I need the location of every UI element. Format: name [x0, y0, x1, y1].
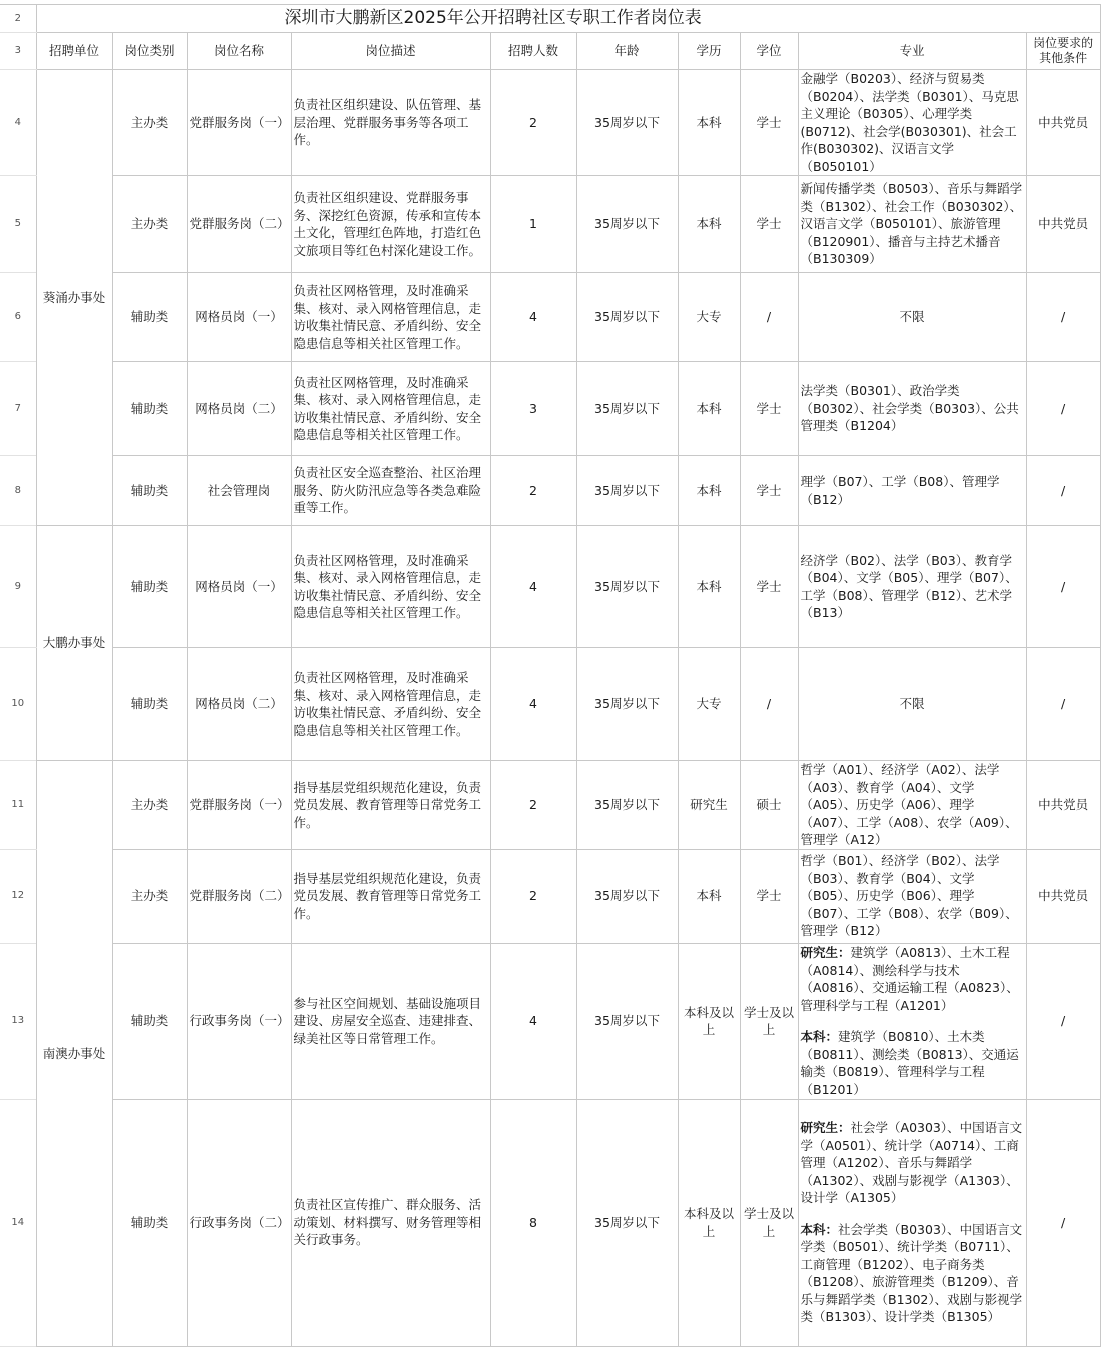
education-cell: 本科	[678, 849, 740, 943]
table-row	[0, 456, 1100, 526]
degree-cell: 学士	[740, 526, 798, 648]
title-row	[0, 5, 1100, 33]
degree-cell: 学士及以上	[740, 943, 798, 1099]
category-cell: 主办类	[112, 176, 187, 273]
count-cell: 4	[490, 648, 576, 761]
description-cell: 指导基层党组织规范化建设，负责党员发展、教育管理等日常党务工作。	[291, 761, 490, 850]
description-cell: 负责社区网格管理，及时准确采集、核对、录入网格管理信息，走访收集社情民意、矛盾纠纷、安全隐患信息等相关社区管理工作。	[291, 648, 490, 761]
table-row	[0, 362, 1100, 456]
row-number: 8	[0, 456, 36, 526]
age-cell: 35周岁以下	[576, 176, 678, 273]
degree-cell: 学士及以上	[740, 1099, 798, 1346]
row-number: 9	[0, 526, 36, 648]
major-cell	[798, 1099, 1026, 1346]
age-cell: 35周岁以下	[576, 761, 678, 850]
other-cell: 中共党员	[1026, 849, 1100, 943]
major-cell: 新闻传播学类（B0503）、音乐与舞蹈学类（B1302）、社会工作（B030302）、汉语言文学（B050101）、旅游管理（B120901）、播音与主持艺术播音（B130309）	[798, 176, 1026, 273]
table-row	[0, 176, 1100, 273]
count-cell: 2	[490, 761, 576, 850]
category-cell: 辅助类	[112, 273, 187, 362]
header-education: 学历	[678, 33, 740, 70]
header-age: 年龄	[576, 33, 678, 70]
count-cell: 4	[490, 273, 576, 362]
education-cell: 本科	[678, 526, 740, 648]
education-cell: 本科	[678, 70, 740, 176]
row-number: 10	[0, 648, 36, 761]
degree-cell: /	[740, 273, 798, 362]
category-cell: 辅助类	[112, 362, 187, 456]
table-row	[0, 943, 1100, 1099]
position-cell: 社会管理岗	[187, 456, 291, 526]
age-cell: 35周岁以下	[576, 526, 678, 648]
page-title: 深圳市大鹏新区2025年公开招聘社区专职工作者岗位表	[36, 5, 1100, 33]
education-cell: 本科	[678, 362, 740, 456]
description-cell: 参与社区空间规划、基础设施项目建设、房屋安全巡查、违建排查、绿美社区等日常管理工作。	[291, 943, 490, 1099]
description-cell: 指导基层党组织规范化建设，负责党员发展、教育管理等日常党务工作。	[291, 849, 490, 943]
description-cell: 负责社区宣传推广、群众服务、活动策划、材料撰写、财务管理等相关行政事务。	[291, 1099, 490, 1346]
unit-cell: 大鹏办事处	[36, 526, 112, 761]
header-other: 岗位要求的其他条件	[1026, 33, 1100, 70]
major-grad-label: 研究生：	[800, 1120, 851, 1136]
description-cell: 负责社区网格管理，及时准确采集、核对、录入网格管理信息，走访收集社情民意、矛盾纠纷、安全隐患信息等相关社区管理工作。	[291, 526, 490, 648]
header-count: 招聘人数	[490, 33, 576, 70]
table-row	[0, 273, 1100, 362]
position-cell: 网格员岗（一）	[187, 273, 291, 362]
major-cell: 法学类（B0301）、政治学类（B0302）、社会学类（B0303）、公共管理类（B1204）	[798, 362, 1026, 456]
other-cell: /	[1026, 648, 1100, 761]
count-cell: 2	[490, 70, 576, 176]
other-cell: /	[1026, 943, 1100, 1099]
header-major: 专业	[798, 33, 1026, 70]
major-ug-label: 本科：	[800, 1221, 839, 1237]
other-cell: 中共党员	[1026, 70, 1100, 176]
major-cell: 不限	[798, 648, 1026, 761]
header-position: 岗位名称	[187, 33, 291, 70]
position-cell: 网格员岗（二）	[187, 648, 291, 761]
major-ug: 社会学类（B0303）、中国语言文学类（B0501）、统计学类（B0711）、工商管理（B1202）、电子商务类（B1208）、旅游管理类（B1209）、音乐与舞蹈学类（B1302）、戏剧与影视学类（B1303）、设计学类（B1305）	[800, 1221, 1023, 1325]
position-cell: 网格员岗（一）	[187, 526, 291, 648]
category-cell: 主办类	[112, 761, 187, 850]
education-cell: 大专	[678, 273, 740, 362]
major-cell: 金融学（B0203）、经济与贸易类（B0204）、法学类（B0301）、马克思主义理论（B0305）、心理学类(B0712)、社会学(B030301)、社会工作(B030302)、汉语言文学（B050101）	[798, 70, 1026, 176]
table-row	[0, 1099, 1100, 1346]
position-cell: 网格员岗（二）	[187, 362, 291, 456]
other-cell: /	[1026, 526, 1100, 648]
count-cell: 2	[490, 456, 576, 526]
major-ug: 建筑学（B0810）、土木类（B0811）、测绘类（B0813）、交通运输类（B0819）、管理科学与工程（B1201）	[800, 1029, 1019, 1097]
description-cell: 负责社区网格管理，及时准确采集、核对、录入网格管理信息，走访收集社情民意、矛盾纠纷、安全隐患信息等相关社区管理工作。	[291, 362, 490, 456]
row-number: 13	[0, 943, 36, 1099]
other-cell: 中共党员	[1026, 761, 1100, 850]
degree-cell: 学士	[740, 849, 798, 943]
count-cell: 4	[490, 526, 576, 648]
category-cell: 主办类	[112, 70, 187, 176]
position-cell: 党群服务岗（一）	[187, 70, 291, 176]
table-row	[0, 761, 1100, 850]
major-grad: 建筑学（A0813）、土木工程（A0814）、测绘科学与技术（A0816）、交通运输工程（A0823）、管理科学与工程（A1201）	[800, 945, 1019, 1013]
age-cell: 35周岁以下	[576, 943, 678, 1099]
category-cell: 主办类	[112, 849, 187, 943]
other-cell: /	[1026, 362, 1100, 456]
description-cell: 负责社区组织建设、队伍管理、基层治理、党群服务事务等各项工作。	[291, 70, 490, 176]
degree-cell: 学士	[740, 456, 798, 526]
row-number: 2	[0, 5, 36, 33]
major-cell	[798, 943, 1026, 1099]
age-cell: 35周岁以下	[576, 1099, 678, 1346]
education-cell: 本科	[678, 456, 740, 526]
degree-cell: 硕士	[740, 761, 798, 850]
count-cell: 1	[490, 176, 576, 273]
description-cell: 负责社区安全巡查整治、社区治理服务、防火防汛应急等各类急难险重等工作。	[291, 456, 490, 526]
description-cell: 负责社区组织建设、党群服务事务、深挖红色资源，传承和宣传本土文化，管理红色阵地，打造红色文旅项目等红色村深化建设工作。	[291, 176, 490, 273]
age-cell: 35周岁以下	[576, 648, 678, 761]
education-cell: 研究生	[678, 761, 740, 850]
degree-cell: 学士	[740, 176, 798, 273]
category-cell: 辅助类	[112, 1099, 187, 1346]
recruitment-table	[0, 4, 1101, 1347]
education-cell: 本科及以上	[678, 943, 740, 1099]
table-row	[0, 70, 1100, 176]
other-cell: /	[1026, 1099, 1100, 1346]
row-number: 14	[0, 1099, 36, 1346]
position-cell: 行政事务岗（一）	[187, 943, 291, 1099]
unit-cell: 葵涌办事处	[36, 70, 112, 526]
row-number: 11	[0, 761, 36, 850]
row-number: 12	[0, 849, 36, 943]
education-cell: 本科及以上	[678, 1099, 740, 1346]
category-cell: 辅助类	[112, 456, 187, 526]
count-cell: 8	[490, 1099, 576, 1346]
header-row	[0, 33, 1100, 70]
major-ug-label: 本科：	[800, 1029, 839, 1044]
other-cell: /	[1026, 456, 1100, 526]
major-cell: 经济学（B02）、法学（B03）、教育学（B04）、文学（B05）、理学（B07）、工学（B08）、管理学（B12）、艺术学（B13）	[798, 526, 1026, 648]
degree-cell: 学士	[740, 70, 798, 176]
row-number: 3	[0, 33, 36, 70]
position-cell: 行政事务岗（二）	[187, 1099, 291, 1346]
education-cell: 本科	[678, 176, 740, 273]
category-cell: 辅助类	[112, 943, 187, 1099]
row-number: 6	[0, 273, 36, 362]
count-cell: 4	[490, 943, 576, 1099]
table-row	[0, 849, 1100, 943]
count-cell: 3	[490, 362, 576, 456]
row-number: 5	[0, 176, 36, 273]
header-category: 岗位类别	[112, 33, 187, 70]
major-cell: 哲学（B01）、经济学（B02）、法学（B03）、教育学（B04）、文学（B05）、历史学（B06）、理学（B07）、工学（B08）、农学（B09）、管理学（B12）	[798, 849, 1026, 943]
count-cell: 2	[490, 849, 576, 943]
position-cell: 党群服务岗（一）	[187, 761, 291, 850]
header-degree: 学位	[740, 33, 798, 70]
header-unit: 招聘单位	[36, 33, 112, 70]
age-cell: 35周岁以下	[576, 849, 678, 943]
unit-cell: 南澳办事处	[36, 761, 112, 1347]
education-cell: 大专	[678, 648, 740, 761]
table-row	[0, 648, 1100, 761]
major-grad: 社会学（A0303）、中国语言文学（A0501）、统计学（A0714）、工商管理（A1202）、音乐与舞蹈学（A1302）、戏剧与影视学（A1303）、设计学（A1305）	[800, 1120, 1023, 1206]
position-cell: 党群服务岗（二）	[187, 849, 291, 943]
row-number: 7	[0, 362, 36, 456]
description-cell: 负责社区网格管理，及时准确采集、核对、录入网格管理信息，走访收集社情民意、矛盾纠纷、安全隐患信息等相关社区管理工作。	[291, 273, 490, 362]
table-row	[0, 526, 1100, 648]
age-cell: 35周岁以下	[576, 273, 678, 362]
row-number: 4	[0, 70, 36, 176]
major-cell: 理学（B07）、工学（B08）、管理学（B12）	[798, 456, 1026, 526]
major-grad-label: 研究生：	[800, 945, 851, 960]
category-cell: 辅助类	[112, 526, 187, 648]
age-cell: 35周岁以下	[576, 456, 678, 526]
header-description: 岗位描述	[291, 33, 490, 70]
category-cell: 辅助类	[112, 648, 187, 761]
age-cell: 35周岁以下	[576, 362, 678, 456]
major-cell: 不限	[798, 273, 1026, 362]
age-cell: 35周岁以下	[576, 70, 678, 176]
degree-cell: 学士	[740, 362, 798, 456]
position-cell: 党群服务岗（二）	[187, 176, 291, 273]
other-cell: /	[1026, 273, 1100, 362]
degree-cell: /	[740, 648, 798, 761]
other-cell: 中共党员	[1026, 176, 1100, 273]
major-cell: 哲学（A01）、经济学（A02）、法学（A03）、教育学（A04）、文学（A05）、历史学（A06）、理学（A07）、工学（A08）、农学（A09）、管理学（A12）	[798, 761, 1026, 850]
